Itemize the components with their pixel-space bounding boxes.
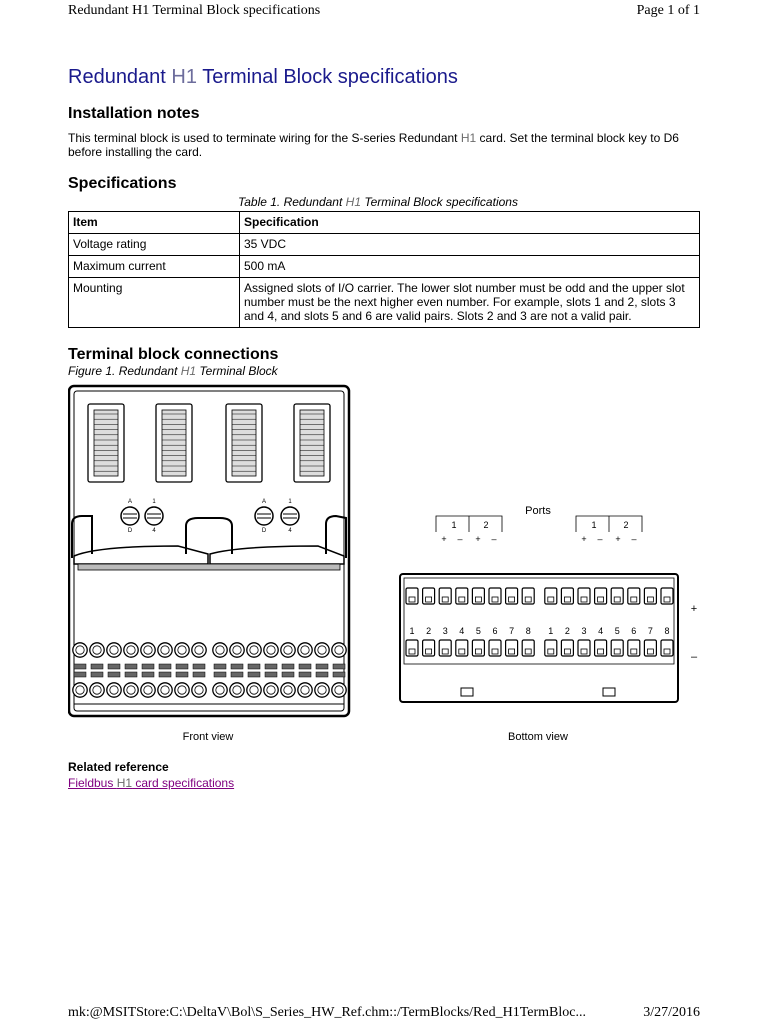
terminal-slot-plus — [578, 588, 590, 604]
terminal-number: 6 — [492, 626, 498, 636]
screw-terminal — [90, 683, 104, 697]
terminal-slot-minus — [611, 640, 623, 656]
terminal-number: 3 — [442, 626, 448, 636]
terminal-slot-plus — [506, 588, 518, 604]
bottom-view-label: Bottom view — [508, 731, 568, 743]
screw-terminal — [124, 643, 138, 657]
terminal-slot-minus — [628, 640, 640, 656]
screw-terminal — [73, 683, 87, 697]
screw-terminal — [247, 643, 261, 657]
terminal-number: 2 — [426, 626, 432, 636]
polarity-mark: + — [615, 534, 621, 544]
screw-terminal — [124, 683, 138, 697]
screw-terminal — [281, 643, 295, 657]
terminal-slot-minus — [406, 640, 418, 656]
column-header-item: Item — [69, 212, 240, 234]
table-row — [69, 234, 700, 256]
table-caption — [238, 195, 700, 209]
terminal-slot-minus — [423, 640, 435, 656]
latch-base — [78, 564, 340, 570]
terminal-marker — [74, 664, 86, 669]
terminal-marker — [265, 672, 277, 677]
polarity-mark: – — [631, 534, 637, 544]
terminal-marker — [159, 672, 171, 677]
terminal-slot-plus — [472, 588, 484, 604]
polarity-mark: + — [475, 534, 481, 544]
column-header-specification: Specification — [240, 212, 700, 234]
terminal-marker — [299, 664, 311, 669]
terminal-marker — [231, 672, 243, 677]
terminal-slot-minus — [595, 640, 607, 656]
screw-terminal — [141, 683, 155, 697]
terminal-number: 3 — [581, 626, 587, 636]
table-row — [69, 278, 700, 328]
page-title-prefix: Redundant — [68, 66, 172, 88]
port-number: 1 — [451, 520, 457, 530]
connections-heading: Terminal block connections — [68, 346, 279, 363]
front-view-drawing — [69, 386, 349, 716]
document-content — [68, 66, 700, 792]
print-header-page: Page 1 of 1 — [636, 3, 700, 18]
ports-label: Ports — [525, 505, 551, 517]
screw-terminal — [73, 643, 87, 657]
table-caption-suffix: Terminal Block specifications — [361, 195, 518, 209]
terminal-slot-plus — [439, 588, 451, 604]
terminal-number: 4 — [598, 626, 604, 636]
related-link-trademark: H1 — [116, 776, 133, 790]
plus-side-label: + — [690, 603, 698, 615]
polarity-mark: – — [457, 534, 463, 544]
screw-terminal — [315, 683, 329, 697]
terminal-marker — [265, 664, 277, 669]
terminal-slot-plus — [456, 588, 468, 604]
screw-terminal — [192, 643, 206, 657]
terminal-marker — [316, 672, 328, 677]
terminal-slot-plus — [406, 588, 418, 604]
terminal-marker — [248, 664, 260, 669]
terminal-marker — [176, 672, 188, 677]
figure-caption-prefix: Figure 1. Redundant — [68, 364, 181, 378]
terminal-slot-minus — [561, 640, 573, 656]
polarity-mark: – — [597, 534, 603, 544]
spec-table — [68, 211, 700, 328]
terminal-number: 6 — [631, 626, 637, 636]
installation-trademark: H1 — [460, 131, 477, 145]
terminal-number: 7 — [647, 626, 653, 636]
terminal-marker — [299, 672, 311, 677]
screw-terminal — [332, 643, 346, 657]
screw-terminal — [158, 683, 172, 697]
table-cell-item: Maximum current — [69, 256, 240, 278]
terminal-slot-plus — [545, 588, 557, 604]
installation-heading: Installation notes — [68, 105, 200, 122]
figure-caption — [68, 364, 700, 378]
related-reference — [68, 760, 700, 792]
terminal-slot-plus — [423, 588, 435, 604]
dial-letter: A — [261, 499, 267, 505]
print-footer — [68, 1002, 700, 1024]
print-header-title: Redundant H1 Terminal Block specifications — [68, 3, 321, 18]
port-number: 1 — [591, 520, 597, 530]
table-cell-item: Voltage rating — [69, 234, 240, 256]
screw-terminal — [264, 643, 278, 657]
terminal-slot-minus — [472, 640, 484, 656]
terminal-number: 7 — [509, 626, 515, 636]
terminal-marker — [108, 664, 120, 669]
dial-key-right-a — [255, 507, 273, 525]
screw-terminal — [90, 643, 104, 657]
terminal-slot-plus — [595, 588, 607, 604]
screw-terminal — [107, 643, 121, 657]
screw-terminal — [264, 683, 278, 697]
terminal-slot-minus — [456, 640, 468, 656]
terminal-slot-minus — [578, 640, 590, 656]
dial-letter: 1 — [288, 499, 292, 505]
dial-letter: D — [261, 528, 267, 534]
table-caption-trademark: H1 — [345, 195, 361, 209]
terminal-marker — [159, 664, 171, 669]
terminal-marker — [74, 672, 86, 677]
terminal-marker — [91, 664, 103, 669]
related-title: Related reference — [68, 760, 169, 774]
terminal-marker — [193, 664, 205, 669]
screw-terminal — [141, 643, 155, 657]
terminal-marker — [282, 672, 294, 677]
dial-key-left-b — [145, 507, 163, 525]
terminal-slot-plus — [644, 588, 656, 604]
specifications-heading: Specifications — [68, 175, 177, 192]
installation-text-b: card. Set the terminal block key to D6 before installing the card. — [68, 131, 679, 159]
screw-terminal — [213, 683, 227, 697]
polarity-mark: + — [581, 534, 587, 544]
terminal-slot-plus — [611, 588, 623, 604]
dial-key-right-b — [281, 507, 299, 525]
table-caption-prefix: Table 1. Redundant — [238, 195, 346, 209]
screw-terminal — [213, 643, 227, 657]
print-footer-path: mk:@MSITStore:C:\DeltaV\Bol\S_Series_HW_Ref.chm::/TermBlocks/Red_H1TermBloc... — [68, 1005, 586, 1020]
front-view-label: Front view — [182, 731, 234, 743]
terminal-slot-minus — [439, 640, 451, 656]
screw-terminal — [230, 643, 244, 657]
terminal-marker — [193, 672, 205, 677]
dial-letter: 4 — [152, 528, 156, 534]
terminal-number: 1 — [548, 626, 554, 636]
table-cell-spec: Assigned slots of I/O carrier. The lower slot number must be odd and the upper slot number must be the next higher even number. For example, slots 1 and 2, slots 3 and 4, and slots 5 and 6 are valid pairs. Slots 2 and 3 are not a valid pair. — [240, 278, 700, 328]
related-link-text-b: card specifications — [132, 776, 235, 790]
installation-text-a: This terminal block is used to terminate wiring for the S-series Redundant — [68, 131, 461, 145]
terminal-number: 5 — [475, 626, 481, 636]
dial-letter: 4 — [288, 528, 292, 534]
terminal-marker — [125, 664, 137, 669]
terminal-marker — [176, 664, 188, 669]
table-cell-spec: 35 VDC — [240, 234, 700, 256]
terminal-block-figure — [68, 378, 700, 750]
terminal-slot-minus — [522, 640, 534, 656]
terminal-slot-plus — [489, 588, 501, 604]
terminal-marker — [142, 664, 154, 669]
terminal-marker — [214, 664, 226, 669]
minus-side-label: – — [690, 651, 698, 663]
dial-letter: 1 — [152, 499, 156, 505]
terminal-marker — [125, 672, 137, 677]
screw-terminal — [175, 683, 189, 697]
terminal-marker — [91, 672, 103, 677]
table-header-row — [69, 212, 700, 234]
terminal-marker — [214, 672, 226, 677]
screw-terminal — [158, 643, 172, 657]
installation-text — [68, 131, 700, 159]
bottom-view-drawing — [400, 516, 698, 702]
terminal-number: 8 — [525, 626, 531, 636]
terminal-number: 1 — [409, 626, 415, 636]
print-footer-date: 3/27/2016 — [643, 1005, 700, 1020]
terminal-slot-minus — [545, 640, 557, 656]
related-link-fieldbus-card[interactable] — [68, 776, 234, 790]
figure-caption-suffix: Terminal Block — [196, 364, 278, 378]
page-title-trademark: H1 — [171, 66, 197, 88]
screw-terminal — [107, 683, 121, 697]
screw-terminal — [298, 683, 312, 697]
table-cell-item: Mounting — [69, 278, 240, 328]
table-cell-spec: 500 mA — [240, 256, 700, 278]
terminal-slot-minus — [661, 640, 673, 656]
terminal-slot-minus — [489, 640, 501, 656]
screw-terminal — [192, 683, 206, 697]
terminal-marker — [282, 664, 294, 669]
port-number: 2 — [623, 520, 629, 530]
terminal-slot-minus — [644, 640, 656, 656]
screw-terminal — [247, 683, 261, 697]
terminal-marker — [142, 672, 154, 677]
polarity-mark: – — [491, 534, 497, 544]
terminal-marker — [248, 672, 260, 677]
screw-terminal — [332, 683, 346, 697]
screw-terminal — [281, 683, 295, 697]
terminal-slot-minus — [506, 640, 518, 656]
dial-letter: A — [127, 499, 133, 505]
terminal-marker — [108, 672, 120, 677]
screw-terminal — [315, 643, 329, 657]
terminal-slot-plus — [561, 588, 573, 604]
terminal-slot-plus — [661, 588, 673, 604]
terminal-marker — [333, 672, 345, 677]
polarity-mark: + — [441, 534, 447, 544]
page-title-suffix: Terminal Block specifications — [197, 66, 458, 88]
screw-terminal — [230, 683, 244, 697]
dial-key-left-a — [121, 507, 139, 525]
terminal-marker — [231, 664, 243, 669]
screw-terminal — [175, 643, 189, 657]
port-number: 2 — [483, 520, 489, 530]
figure-caption-trademark: H1 — [180, 364, 197, 378]
screw-terminal — [298, 643, 312, 657]
terminal-number: 8 — [664, 626, 670, 636]
related-link-text-a: Fieldbus — [68, 776, 117, 790]
table-row — [69, 256, 700, 278]
terminal-number: 4 — [459, 626, 465, 636]
terminal-marker — [333, 664, 345, 669]
terminal-marker — [316, 664, 328, 669]
dial-letter: D — [127, 528, 133, 534]
page-title — [68, 66, 700, 89]
print-header — [68, 0, 700, 22]
terminal-number: 5 — [614, 626, 620, 636]
terminal-number: 2 — [564, 626, 570, 636]
terminal-slot-plus — [628, 588, 640, 604]
terminal-slot-plus — [522, 588, 534, 604]
